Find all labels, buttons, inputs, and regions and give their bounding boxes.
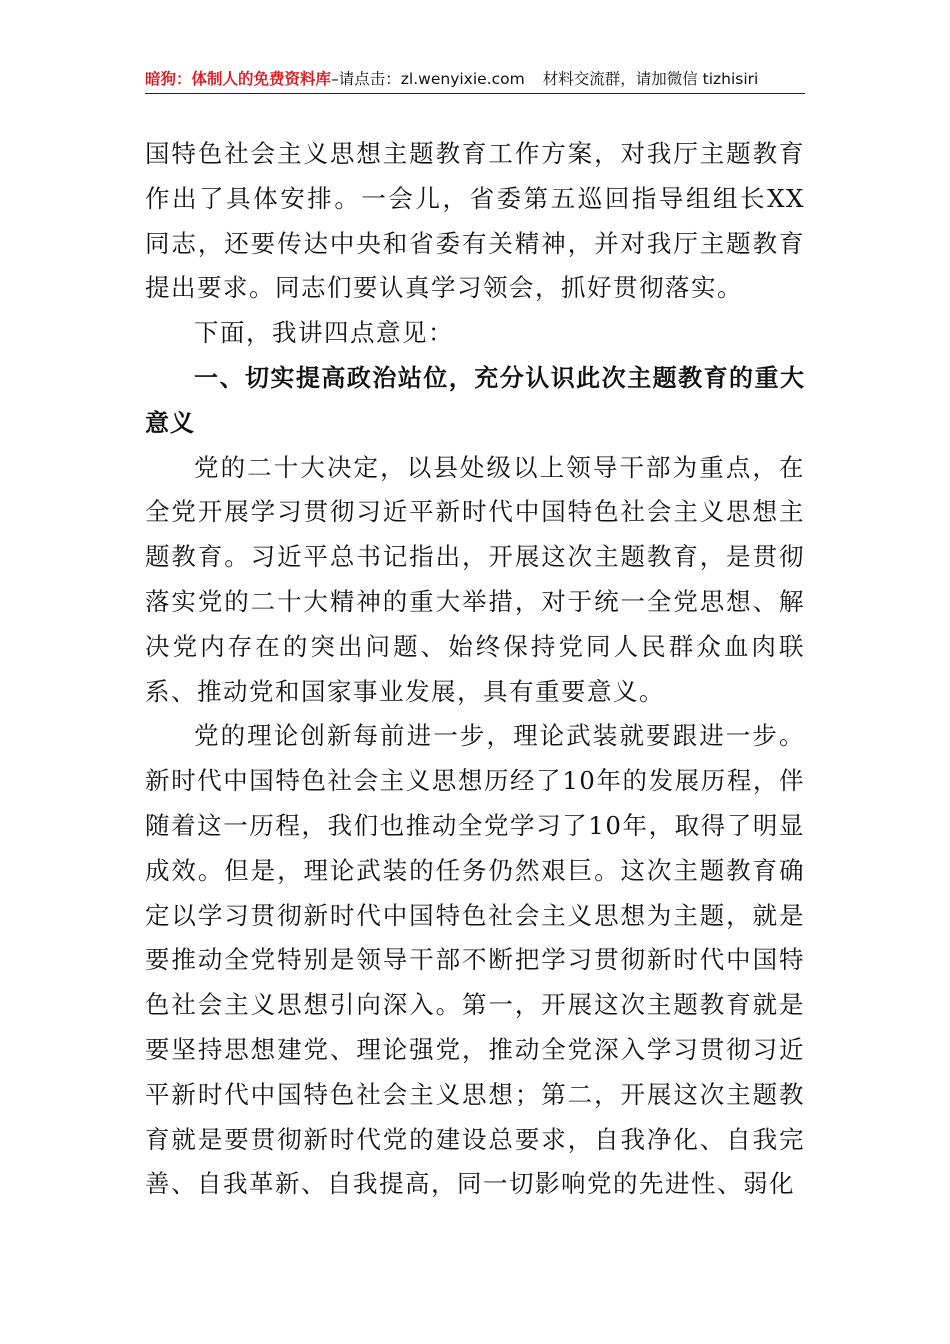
paragraph-continuation: 国特色社会主义思想主题教育工作方案，对我厅主题教育作出了具体安排。一会儿，省委第五巡回指导组组长XX同志，还要传达中央和省委有关精神，并对我厅主题教育提出要求。同志们要认真学习领会，抓好贯彻落实。 — [145, 139, 805, 303]
header-group-note: 材料交流群，请加微信 tizhisiri — [542, 70, 759, 88]
header-url-link[interactable]: zl.wenyixie.com — [400, 70, 525, 88]
header-site-name: 暗狗：体制人的免费资料库 — [145, 70, 332, 88]
paragraph-body-2: 党的理论创新每前进一步，理论武装就要跟进一步。新时代中国特色社会主义思想历经了10年的发展历程，伴随着这一历程，我们也推动全党学习了10年，取得了明显成效。但是，理论武装的任务仍然艰巨。这次主题教育确定以学习贯彻新时代中国特色社会主义思想为主题，就是要推动全党特别是领导干部不断把学习贯彻新时代中国特色社会主义思想引向深入。第一，开展这次主题教育就是要坚持思想建党、理论强党，推动全党深入学习贯彻习近平新时代中国特色社会主义思想；第二，开展这次主题教育就是要贯彻新时代党的建设总要求，自我净化、自我完善、自我革新、自我提高，同一切影响党的先进性、弱化 — [145, 721, 805, 1199]
paragraph-intro: 下面，我讲四点意见： — [194, 318, 454, 348]
document-body — [145, 132, 805, 1207]
page-header — [145, 66, 805, 94]
header-click-prompt: –请点击： — [331, 70, 401, 88]
paragraph-body-1: 党的二十大决定，以县处级以上领导干部为重点，在全党开展学习贯彻习近平新时代中国特色社会主义思想主题教育。习近平总书记指出，开展这次主题教育，是贯彻落实党的二十大精神的重大举措，对于统一全党思想、解决党内存在的突出问题、始终保持党同人民群众血肉联系、推动党和国家事业发展，具有重要意义。 — [145, 452, 805, 706]
section-heading-1: 一、切实提高政治站位，充分认识此次主题教育的重大意义 — [145, 363, 805, 437]
